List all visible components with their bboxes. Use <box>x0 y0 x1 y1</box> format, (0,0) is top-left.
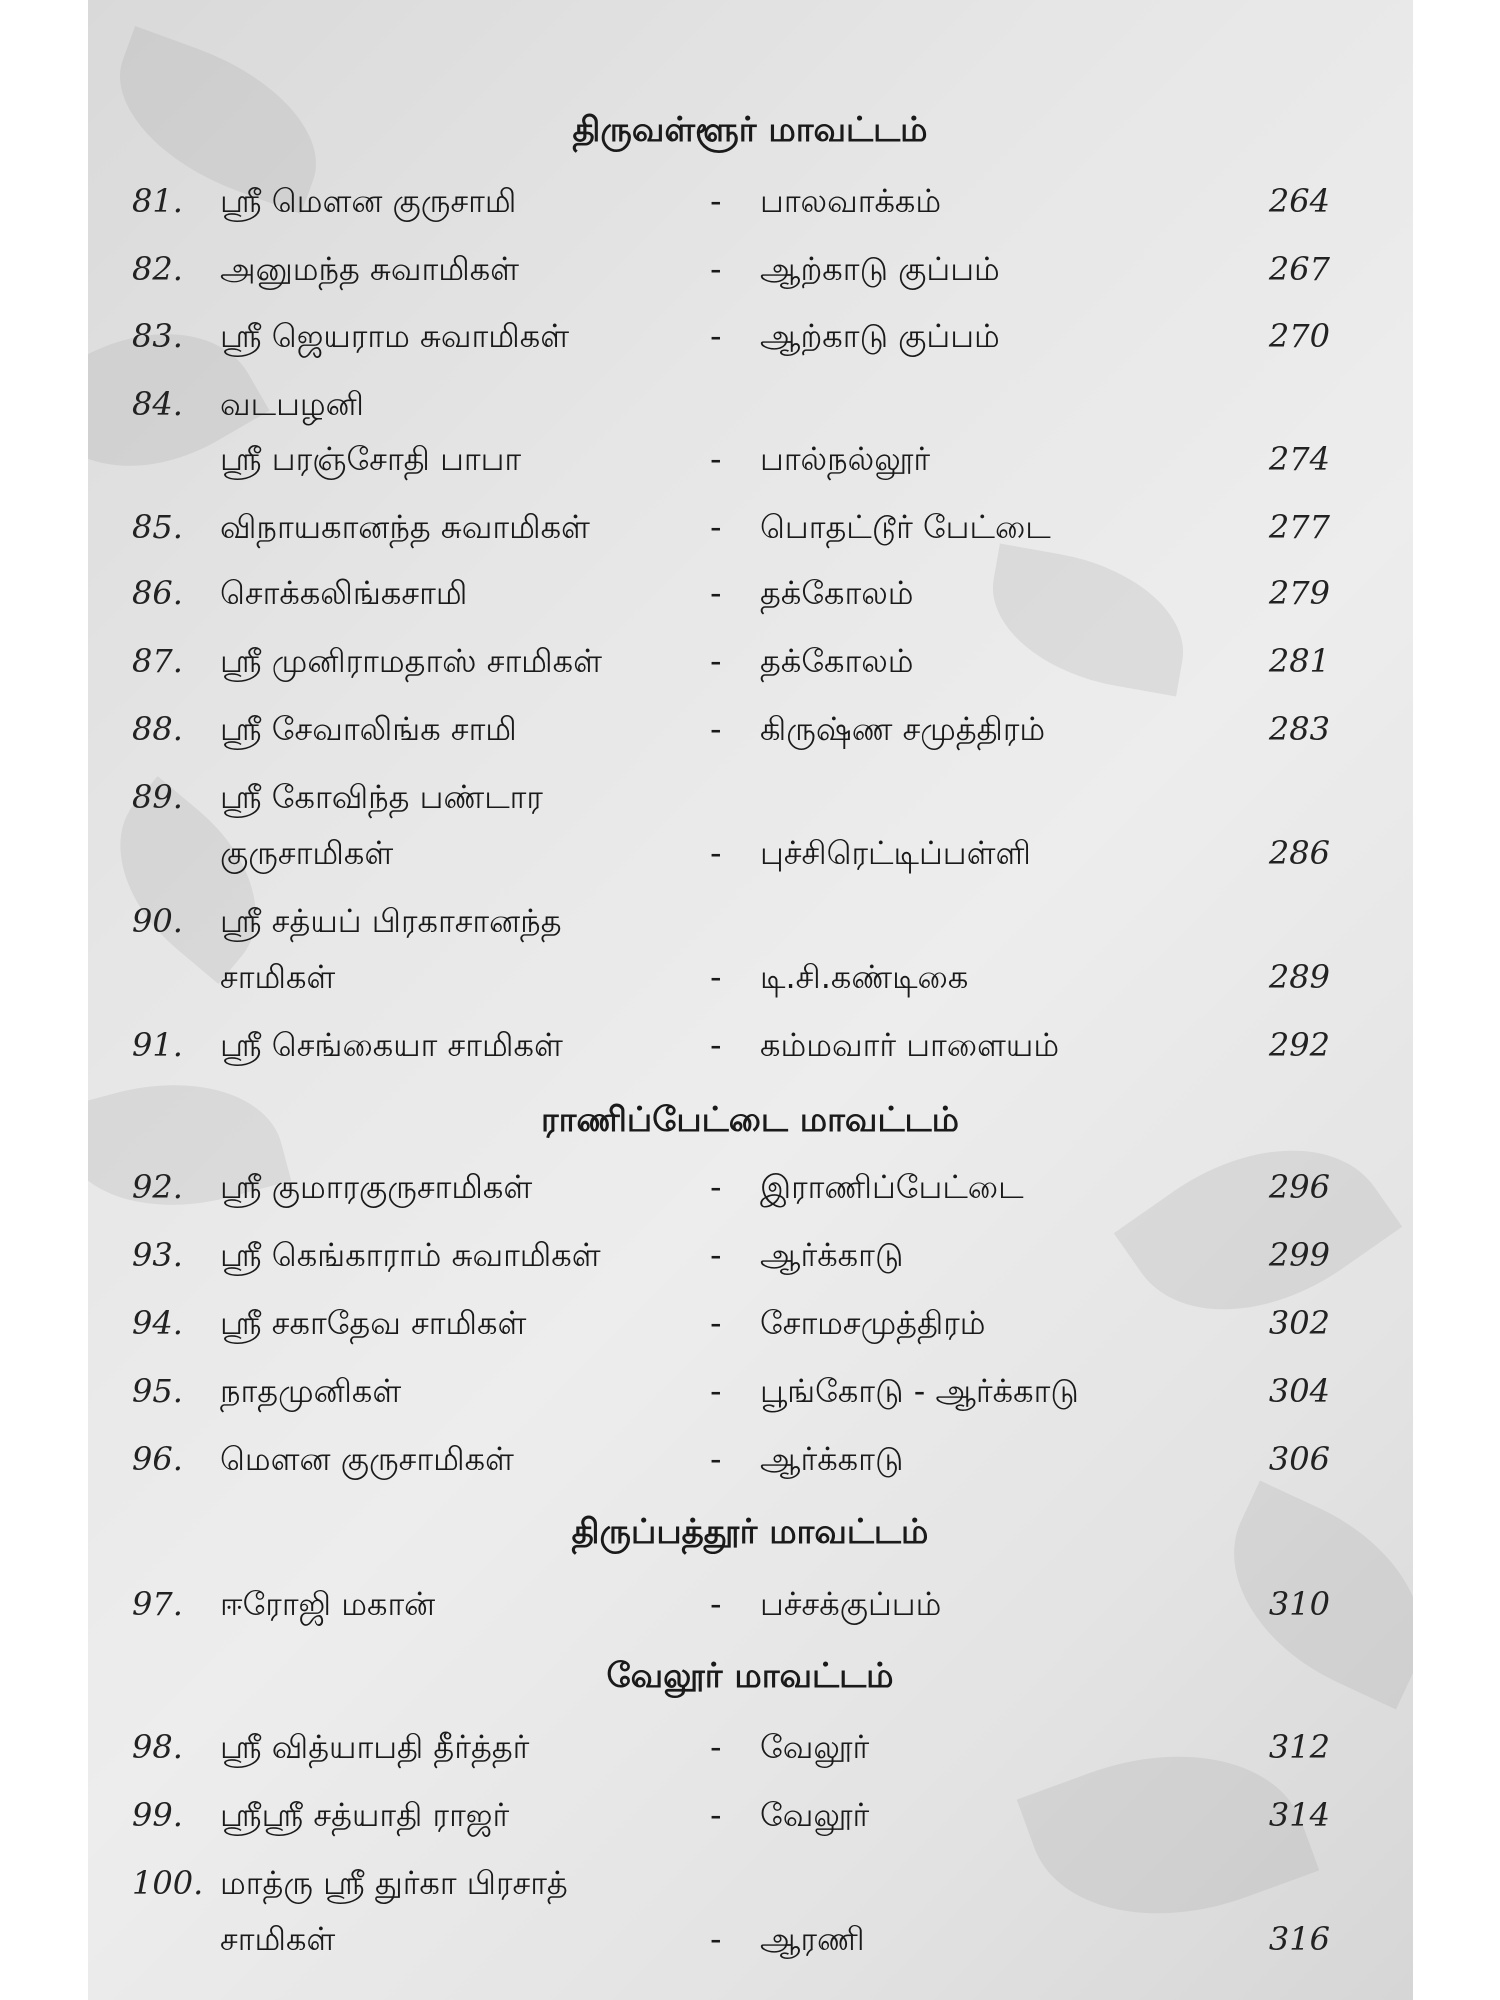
entry-page: 281 <box>1268 642 1330 680</box>
entry-page: 302 <box>1268 1304 1330 1342</box>
list-item <box>0 1372 1500 1428</box>
entry-page: 292 <box>1268 1026 1330 1064</box>
entry-number: 95. <box>132 1372 183 1410</box>
entry-number: 97. <box>132 1585 183 1623</box>
entry-place: பால்நல்லூர் <box>760 440 931 478</box>
entry-name: சொக்கலிங்கசாமி <box>220 574 468 612</box>
list-item-continuation <box>0 440 1500 496</box>
list-item <box>0 508 1500 564</box>
entry-page: 279 <box>1268 574 1330 612</box>
entry-name: நாதமுனிகள் <box>220 1372 402 1410</box>
entry-place: கிருஷ்ண சமுத்திரம் <box>760 710 1046 748</box>
entry-place: டி.சி.கண்டிகை <box>760 958 969 996</box>
list-item-continuation <box>0 958 1500 1014</box>
entry-page: 310 <box>1268 1585 1330 1623</box>
entry-separator: - <box>710 1796 722 1834</box>
entry-place: புச்சிரெட்டிப்பள்ளி <box>760 834 1031 872</box>
entry-place: சோமசமுத்திரம் <box>760 1304 986 1342</box>
entry-number: 93. <box>132 1236 183 1274</box>
entry-number: 94. <box>132 1304 183 1342</box>
entry-number: 98. <box>132 1728 183 1766</box>
entry-name: விநாயகானந்த சுவாமிகள் <box>220 508 590 546</box>
entry-place: ஆற்காடு குப்பம் <box>760 317 1000 355</box>
list-item <box>0 385 1500 441</box>
list-item <box>0 574 1500 630</box>
entry-separator: - <box>710 1585 722 1623</box>
entry-place: ஆரணி <box>760 1920 865 1958</box>
entry-name: சாமிகள் <box>220 958 336 996</box>
list-item-continuation <box>0 1920 1500 1976</box>
entry-separator: - <box>710 574 722 612</box>
entry-name: வடபழனி <box>220 385 364 423</box>
entry-page: 274 <box>1268 440 1330 478</box>
list-item <box>0 1585 1500 1641</box>
entry-separator: - <box>710 710 722 748</box>
list-item <box>0 1440 1500 1496</box>
list-item <box>0 182 1500 238</box>
entry-name: ஸ்ரீ கெங்காராம் சுவாமிகள் <box>220 1236 601 1274</box>
entry-separator: - <box>710 508 722 546</box>
entry-name: ஸ்ரீ செங்கையா சாமிகள் <box>220 1026 563 1064</box>
entry-separator: - <box>710 834 722 872</box>
entry-separator: - <box>710 1440 722 1478</box>
entry-name: ஸ்ரீ கோவிந்த பண்டார <box>220 778 543 816</box>
list-item <box>0 1168 1500 1224</box>
entry-separator: - <box>710 317 722 355</box>
entry-place: தக்கோலம் <box>760 642 914 680</box>
entry-name: சாமிகள் <box>220 1920 336 1958</box>
entry-name: அனுமந்த சுவாமிகள் <box>220 250 520 288</box>
entry-place: பூங்கோடு - ஆர்க்காடு <box>760 1372 1079 1410</box>
entry-number: 84. <box>132 385 183 423</box>
entry-page: 299 <box>1268 1236 1330 1274</box>
entry-number: 89. <box>132 778 183 816</box>
entry-place: இராணிப்பேட்டை <box>760 1168 1024 1206</box>
entry-page: 312 <box>1268 1728 1330 1766</box>
entry-place: ஆர்க்காடு <box>760 1236 904 1274</box>
entry-separator: - <box>710 1920 722 1958</box>
entry-page: 264 <box>1268 182 1330 220</box>
entry-page: 296 <box>1268 1168 1330 1206</box>
entry-separator: - <box>710 1168 722 1206</box>
entry-place: வேலூர் <box>760 1796 870 1834</box>
entry-number: 85. <box>132 508 183 546</box>
entry-place: ஆர்க்காடு <box>760 1440 904 1478</box>
entry-page: 283 <box>1268 710 1330 748</box>
entry-place: வேலூர் <box>760 1728 870 1766</box>
list-item <box>0 778 1500 834</box>
entry-separator: - <box>710 1026 722 1064</box>
entry-separator: - <box>710 1304 722 1342</box>
section-heading-tiruvallur: திருவள்ளூர் மாவட்டம் <box>572 110 928 150</box>
entry-name: மௌன குருசாமிகள் <box>220 1440 514 1478</box>
entry-separator: - <box>710 642 722 680</box>
entry-name: ஸ்ரீ சேவாலிங்க சாமி <box>220 710 517 748</box>
entry-number: 87. <box>132 642 183 680</box>
list-item <box>0 1304 1500 1360</box>
entry-number: 91. <box>132 1026 183 1064</box>
entry-page: 304 <box>1268 1372 1330 1410</box>
list-item <box>0 1796 1500 1852</box>
entry-place: பொதட்டூர் பேட்டை <box>760 508 1051 546</box>
entry-page: 306 <box>1268 1440 1330 1478</box>
list-item <box>0 250 1500 306</box>
entry-page: 270 <box>1268 317 1330 355</box>
entry-page: 316 <box>1268 1920 1330 1958</box>
entry-name: ஈரோஜி மகான் <box>220 1585 436 1623</box>
entry-name: ஸ்ரீ குமாரகுருசாமிகள் <box>220 1168 533 1206</box>
entry-name: ஸ்ரீ ஜெயராம சுவாமிகள் <box>220 317 570 355</box>
entry-number: 82. <box>132 250 183 288</box>
entry-separator: - <box>710 250 722 288</box>
entry-page: 267 <box>1268 250 1330 288</box>
entry-name: ஸ்ரீ சகாதேவ சாமிகள் <box>220 1304 527 1342</box>
entry-name: ஸ்ரீஸ்ரீ சத்யாதி ராஜர் <box>220 1796 510 1834</box>
entry-name: ஸ்ரீ வித்யாபதி தீர்த்தர் <box>220 1728 530 1766</box>
entry-number: 86. <box>132 574 183 612</box>
entry-number: 92. <box>132 1168 183 1206</box>
entry-page: 314 <box>1268 1796 1330 1834</box>
entry-separator: - <box>710 958 722 996</box>
entry-separator: - <box>710 440 722 478</box>
entry-number: 99. <box>132 1796 183 1834</box>
list-item <box>0 1236 1500 1292</box>
entry-page: 286 <box>1268 834 1330 872</box>
entry-separator: - <box>710 182 722 220</box>
entry-number: 83. <box>132 317 183 355</box>
list-item-continuation <box>0 834 1500 890</box>
entry-separator: - <box>710 1372 722 1410</box>
section-heading-tirupathur: திருப்பத்தூர் மாவட்டம் <box>571 1512 929 1552</box>
entry-name: குருசாமிகள் <box>220 834 394 872</box>
list-item <box>0 317 1500 373</box>
list-item <box>0 1026 1500 1082</box>
entry-number: 90. <box>132 902 183 940</box>
entry-separator: - <box>710 1728 722 1766</box>
entry-name: ஸ்ரீ முனிராமதாஸ் சாமிகள் <box>220 642 602 680</box>
entry-place: தக்கோலம் <box>760 574 914 612</box>
list-item <box>0 902 1500 958</box>
entry-separator: - <box>710 1236 722 1274</box>
entry-name: மாத்ரு ஸ்ரீ துர்கா பிரசாத் <box>220 1864 568 1902</box>
entry-page: 277 <box>1268 508 1330 546</box>
entry-number: 88. <box>132 710 183 748</box>
entry-number: 96. <box>132 1440 183 1478</box>
entry-page: 289 <box>1268 958 1330 996</box>
entry-name: ஸ்ரீ சத்யப் பிரகாசானந்த <box>220 902 562 940</box>
list-item <box>0 1864 1500 1920</box>
section-heading-vellore: வேலூர் மாவட்டம் <box>606 1656 894 1696</box>
entry-place: கம்மவார் பாளையம் <box>760 1026 1060 1064</box>
entry-number: 100. <box>132 1864 204 1902</box>
entry-place: ஆற்காடு குப்பம் <box>760 250 1000 288</box>
list-item <box>0 642 1500 698</box>
entry-name: ஸ்ரீ மௌன குருசாமி <box>220 182 517 220</box>
entry-name: ஸ்ரீ பரஞ்சோதி பாபா <box>220 440 522 478</box>
entry-place: பாலவாக்கம் <box>760 182 942 220</box>
list-item <box>0 1728 1500 1784</box>
list-item <box>0 710 1500 766</box>
entry-place: பச்சக்குப்பம் <box>760 1585 942 1623</box>
section-heading-ranipet: ராணிப்பேட்டை மாவட்டம் <box>541 1100 959 1140</box>
entry-number: 81. <box>132 182 183 220</box>
